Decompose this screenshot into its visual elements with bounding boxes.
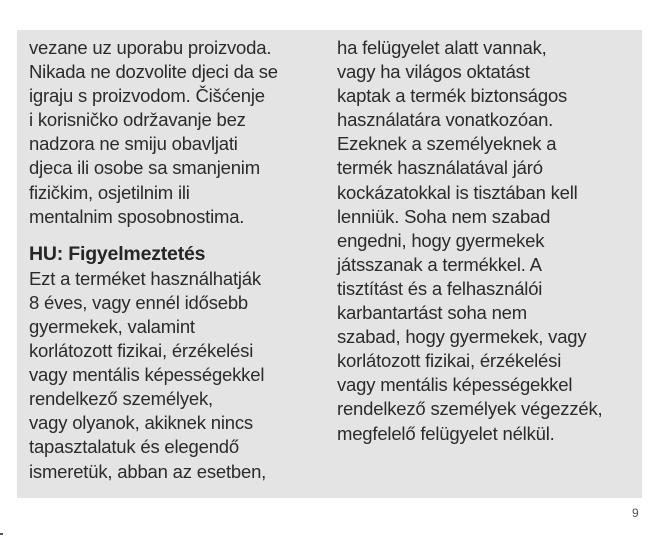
text-line: korlátozott fizikai, érzékelési (337, 350, 562, 372)
text-line: vezane uz uporabu proizvoda. (29, 37, 272, 58)
warning-text-panel (17, 30, 642, 498)
crop-mark (0, 533, 3, 535)
text-line: játsszanak a termékkel. A (337, 253, 542, 275)
text-line: termék használatával járó (337, 157, 543, 179)
text-line: lenniük. Soha nem szabad (337, 205, 551, 227)
text-line: Ezt a terméket használhatják (29, 267, 261, 289)
text-line: korlátozott fizikai, érzékelési (29, 340, 254, 362)
text-line: 8 éves, vagy ennél idősebb (29, 291, 249, 313)
text-line: megfelelő felügyelet nélkül. (337, 422, 555, 444)
text-line: karbantartást soha nem (337, 302, 527, 324)
text-line: ismeretük, abban az esetben, (29, 460, 267, 482)
text-line: Ezeknek a személyeknek a (337, 133, 557, 155)
text-line: mentalnim sposobnostima. (29, 205, 245, 227)
text-line: ha felügyelet alatt vannak, (337, 37, 547, 58)
hungarian-warning-paragraph (29, 267, 321, 484)
text-line: i korisničko održavanje bez (29, 109, 246, 131)
text-line: engedni, hogy gyermekek (337, 229, 545, 251)
text-line: vagy mentális képességekkel (337, 374, 573, 396)
text-line: djeca ili osobe sa smanjenim (29, 157, 260, 179)
text-line: nadzora ne smiju obavljati (29, 133, 238, 155)
text-line: Nikada ne dozvolite djeci da se (29, 61, 278, 83)
croatian-warning-paragraph (29, 36, 321, 229)
text-line: tapasztalatuk és elegendő (29, 436, 239, 458)
text-line: rendelkező személyek, (29, 388, 213, 410)
text-line: tisztítást és a felhasználói (337, 277, 543, 299)
text-line: kaptak a termék biztonságos (337, 85, 568, 107)
text-line: igraju s proizvodom. Čišćenje (29, 85, 265, 107)
hungarian-warning-heading: HU: Figyelmeztetés (29, 242, 206, 265)
text-line: rendelkező személyek végezzék, (337, 398, 603, 420)
text-line: fizičkim, osjetilnim ili (29, 181, 190, 203)
text-line: kockázatokkal is tisztában kell (337, 181, 578, 203)
page-number: 9 (632, 506, 639, 520)
text-line: vagy mentális képességekkel (29, 364, 265, 386)
text-line: használatára vonatkozóan. (337, 109, 554, 131)
text-line: vagy ha világos oktatást (337, 61, 530, 83)
right-column (337, 36, 637, 446)
left-column (29, 36, 321, 484)
text-line: vagy olyanok, akiknek nincs (29, 412, 253, 434)
text-line: gyermekek, valamint (29, 315, 195, 337)
hungarian-warning-continuation (337, 36, 637, 446)
text-line: szabad, hogy gyermekek, vagy (337, 326, 587, 348)
